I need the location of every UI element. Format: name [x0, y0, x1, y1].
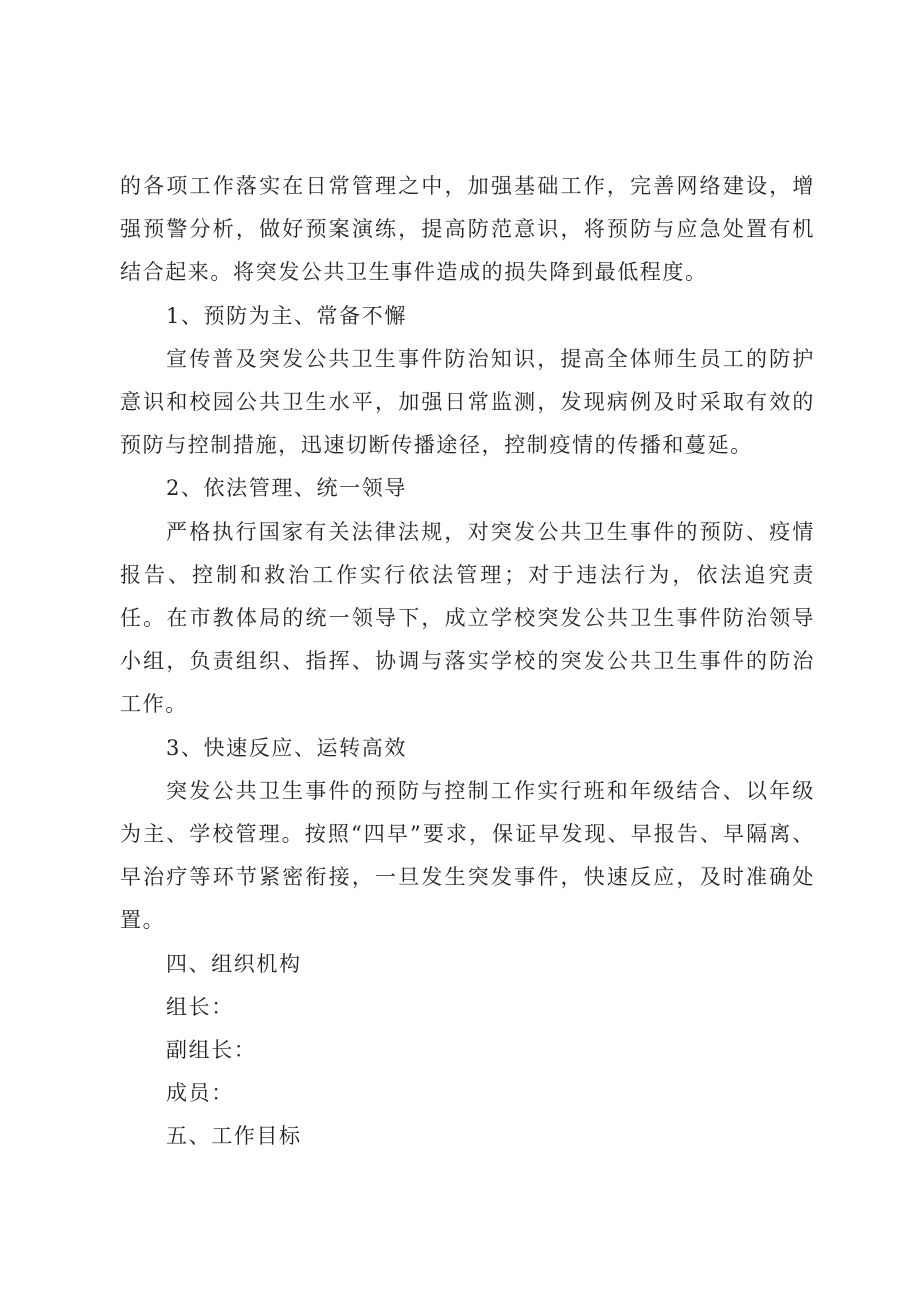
section-heading-work-goals: 五、工作目标: [166, 1124, 302, 1149]
paragraph-law-management: 严格执行国家有关法律法规，对突发公共卫生事件的预防、疫情报告、控制和救治工作实行依法管理；对于违法行为，依法追究责任。在市教体局的统一领导下，成立学校突发公共卫生事件防治领导小组，负责组织、指挥、协调与落实学校的突发公共卫生事件的防治工作。: [120, 519, 815, 717]
paragraph-continued: 的各项工作落实在日常管理之中，加强基础工作，完善网络建设，增强预警分析，做好预案演练，提高防范意识，将预防与应急处置有机结合起来。将突发公共卫生事件造成的损失降到最低程度。: [120, 174, 815, 285]
field-deputy-leader: 副组长：: [166, 1038, 257, 1063]
paragraph-rapid-response: 突发公共卫生事件的预防与控制工作实行班和年级结合、以年级为主、学校管理。按照“四早”要求，保证早发现、早报告、早隔离、早治疗等环节紧密衔接，一旦发生突发事件，快速反应，及时准确处置。: [120, 778, 815, 933]
subheading-rapid-response: 3、快速反应、运转高效: [166, 735, 407, 760]
field-leader: 组长：: [166, 994, 234, 1019]
document-body: [120, 165, 815, 1159]
paragraph-prevention: 宣传普及突发公共卫生事件防治知识，提高全体师生员工的防护意识和校园公共卫生水平，加强日常监测，发现病例及时采取有效的预防与控制措施，迅速切断传播途径，控制疫情的传播和蔓延。: [120, 346, 815, 458]
subheading-prevention: 1、预防为主、常备不懈: [166, 303, 407, 328]
field-members: 成员：: [166, 1081, 234, 1106]
subheading-law-management: 2、依法管理、统一领导: [166, 476, 407, 501]
section-heading-organization: 四、组织机构: [166, 951, 302, 976]
